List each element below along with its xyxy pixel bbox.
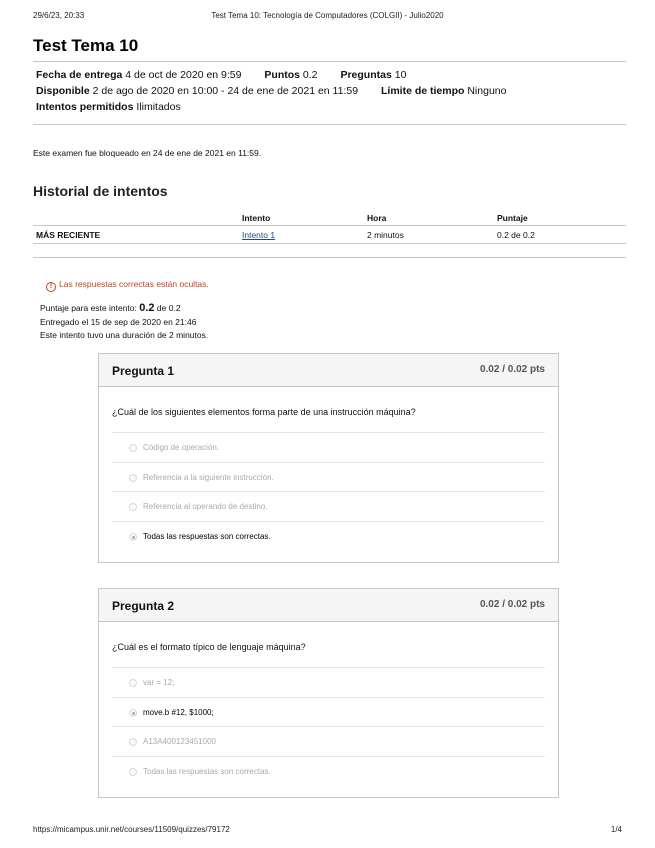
question-points: 0.02 / 0.02 pts	[479, 599, 545, 610]
attempt-summary	[40, 302, 208, 343]
answer-option[interactable]	[112, 667, 545, 697]
question-text: ¿Cuál es el formato típico de lenguaje máquina?	[112, 642, 306, 652]
question-header	[99, 354, 558, 387]
table-row	[33, 226, 626, 244]
print-header	[33, 11, 622, 23]
warning-icon: !	[46, 282, 56, 292]
radio-icon[interactable]	[129, 474, 137, 482]
points-label: Puntos	[264, 69, 300, 81]
radio-selected-icon[interactable]	[129, 709, 137, 717]
quiz-title: Test Tema 10	[33, 36, 139, 55]
history-title: Historial de intentos	[33, 183, 168, 199]
attempt-score	[40, 302, 208, 316]
quiz-details-row-3	[36, 101, 201, 113]
answer-option[interactable]	[112, 432, 545, 462]
question-title: Pregunta 2	[112, 599, 175, 613]
answer-text: Referencia a la siguiente instrucción.	[143, 472, 274, 482]
answer-text: Código de operación.	[143, 443, 220, 452]
question-2	[98, 588, 559, 798]
radio-icon[interactable]	[129, 444, 137, 452]
quiz-details-row-1	[36, 69, 426, 81]
answers-hidden-warning	[46, 279, 209, 292]
print-page-title: Test Tema 10: Tecnología de Computadores (COLGII) - Julio2020	[211, 11, 444, 20]
attempt-link[interactable]: Intento 1	[242, 230, 276, 240]
print-url: https://micampus.unir.net/courses/11509/quizzes/79172	[33, 825, 230, 834]
due-label: Fecha de entrega	[36, 69, 123, 81]
available-label: Disponible	[36, 85, 90, 97]
radio-icon[interactable]	[129, 679, 137, 687]
print-page-number: 1/4	[610, 825, 622, 834]
history-row-label: MÁS RECIENTE	[36, 230, 101, 240]
history-table	[33, 209, 626, 258]
attempt-submitted: Entregado el 15 de sep de 2020 en 21:46	[40, 316, 197, 327]
answer-text: var = 12;	[143, 678, 175, 687]
radio-icon[interactable]	[129, 768, 137, 776]
attempt-score-value: 0.2	[139, 302, 155, 314]
quiz-details-row-2	[36, 85, 526, 97]
print-footer	[33, 825, 622, 837]
question-text: ¿Cuál de los siguientes elementos forma parte de una instrucción máquina?	[112, 407, 416, 417]
answer-text: Todas las respuestas son correctas.	[143, 531, 271, 541]
available-value: 2 de ago de 2020 en 10:00 - 24 de ene de 2021 en 11:59	[92, 85, 359, 97]
time-limit-label: Límite de tiempo	[380, 85, 465, 97]
attempt-score-prefix: Puntaje para este intento:	[40, 303, 137, 313]
due-value: 4 de oct de 2020 en 9:59	[125, 69, 242, 81]
answer-option[interactable]	[112, 491, 545, 521]
radio-selected-icon[interactable]	[129, 533, 137, 541]
answers-hidden-text: Las respuestas correctas están ocultas.	[59, 279, 209, 289]
attempts-label: Intentos permitidos	[36, 101, 134, 113]
history-table-header	[33, 209, 626, 226]
answer-text: A13A400123451000	[143, 737, 216, 746]
history-header-time: Hora	[367, 213, 387, 223]
answer-option[interactable]	[112, 462, 545, 492]
history-header-score: Puntaje	[497, 213, 528, 223]
answer-text: Todas las respuestas son correctas.	[143, 766, 271, 776]
time-limit-value: Ninguno	[467, 85, 507, 97]
answer-option-selected[interactable]	[112, 697, 545, 727]
history-header-attempt: Intento	[242, 213, 271, 223]
history-row-score: 0.2 de 0.2	[497, 230, 535, 240]
answer-list	[112, 667, 545, 785]
history-table-footer	[33, 244, 626, 258]
answer-list	[112, 432, 545, 550]
question-title: Pregunta 1	[112, 364, 175, 378]
question-points: 0.02 / 0.02 pts	[479, 364, 545, 375]
questions-label: Preguntas	[340, 69, 392, 81]
answer-option[interactable]	[112, 756, 545, 786]
answer-option-selected[interactable]	[112, 521, 545, 551]
lock-note: Este examen fue bloqueado en 24 de ene de 2021 en 11:59.	[33, 148, 262, 158]
attempts-value: Ilimitados	[136, 101, 181, 113]
print-date: 29/6/23, 20:33	[33, 11, 85, 20]
radio-icon[interactable]	[129, 738, 137, 746]
answer-text: Referencia al operando de destino.	[143, 502, 268, 511]
radio-icon[interactable]	[129, 503, 137, 511]
questions-value: 10	[394, 69, 407, 81]
quiz-details	[33, 61, 626, 125]
attempt-score-suffix: de 0.2	[156, 303, 181, 313]
answer-option[interactable]	[112, 726, 545, 756]
history-row-time: 2 minutos	[367, 230, 404, 240]
attempt-duration: Este intento tuvo una duración de 2 minutos.	[40, 330, 209, 340]
answer-text: move.b #12, $1000;	[143, 707, 214, 717]
question-1	[98, 353, 559, 563]
question-header	[99, 589, 558, 622]
points-value: 0.2	[302, 69, 318, 81]
